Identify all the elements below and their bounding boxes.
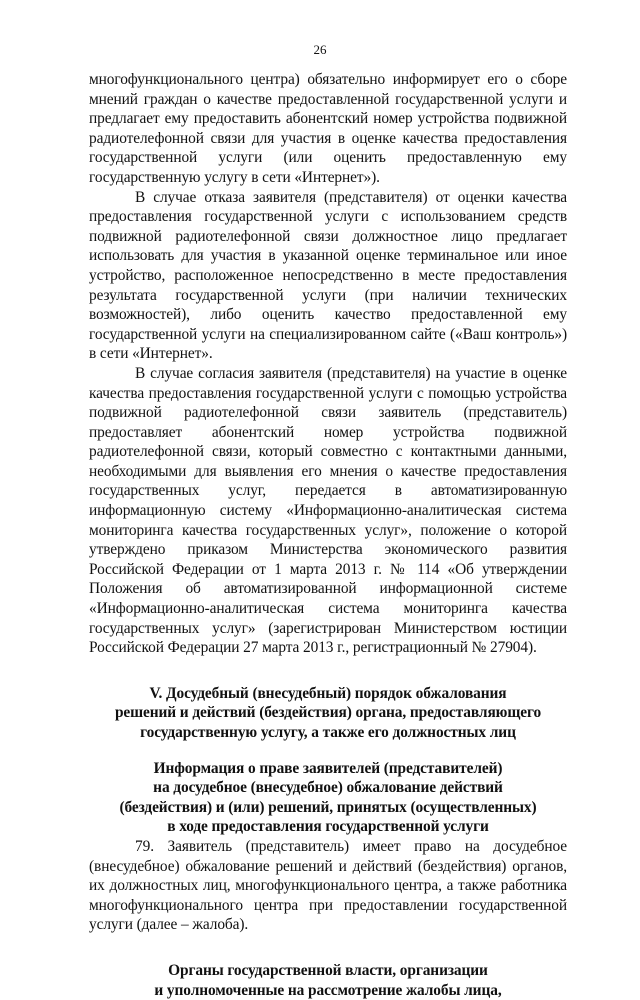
spacer	[89, 658, 567, 684]
paragraph-continuation: многофункционального центра) обязательно информирует его о сборе мнений граждан о качестве предоставленной государственной услуги и предлагает ему предоставить абонентский номер устройства подвижной радиотелефонной связи для участия в оценке качества предоставления государственной услуги (или оценить предоставленную ему государственную услугу в сети «Интернет»).	[89, 71, 567, 186]
subheading-bodies: Органы государственной власти, организации и уполномоченные на рассмотрение жалобы лица,	[154, 961, 502, 999]
paragraph-consent: В случае согласия заявителя (представителя) на участие в оценке качества предоставления государственной услуги с помощью устройства подвижной радиотелефонной связи заявитель (представитель) предоставляет абонентский номер устройства подвижной радиотелефонной связи, который совместно с контактными данными, необходимыми для выявления его мнения о качестве предоставления государственных услуг, передается в автоматизированную информационную систему «Информационно-аналитическая система мониторинга качества государственных услуг», положение о которой утверждено приказом Министерства экономического развития Российской Федерации от 1 марта 2013 г. № 114 «Об утверждении Положения об автоматизированной информационной системе «Информационно-аналитическая система мониторинга качества государственных услуг» (зарегистрирован Министерством юстиции Российской Федерации 27 марта 2013 г., регистрационный № 27904).	[89, 364, 567, 657]
subheading-info-rights: Информация о праве заявителей (представителей) на досудебное (внесудебное) обжалование действий (бездействия) и (или) решений, принятых (осуществленных) в ходе предоставления государственной услуги	[119, 759, 537, 836]
spacer	[89, 743, 567, 759]
paragraph-79: 79. Заявитель (представитель) имеет право на досудебное (внесудебное) обжалование решений и действий (бездействия) органов, их должностных лиц, многофункционального центра, а также работника многофункционального центра при предоставлении государственной услуги (далее – жалоба).	[89, 837, 567, 934]
section-heading-v: V. Досудебный (внесудебный) порядок обжалования решений и действий (бездействия) органа, предоставляющего государственную услугу, а также его должностных лиц	[114, 684, 542, 741]
page-content	[89, 70, 567, 1000]
paragraph-refusal: В случае отказа заявителя (представителя) от оценки качества предоставления государственной услуги с использованием средств подвижной радиотелефонной связи должностное лицо предлагает использовать для участия в указанной оценке терминальное или иное устройство, расположенное непосредственно в месте предоставления результата государственной услуги (при наличии технических возможностей), либо оценить качество предоставленной ему государственной услуги на специализированном сайте («Ваш контроль») в сети «Интернет».	[89, 188, 567, 363]
spacer	[89, 935, 567, 961]
page-number: 26	[313, 42, 327, 57]
